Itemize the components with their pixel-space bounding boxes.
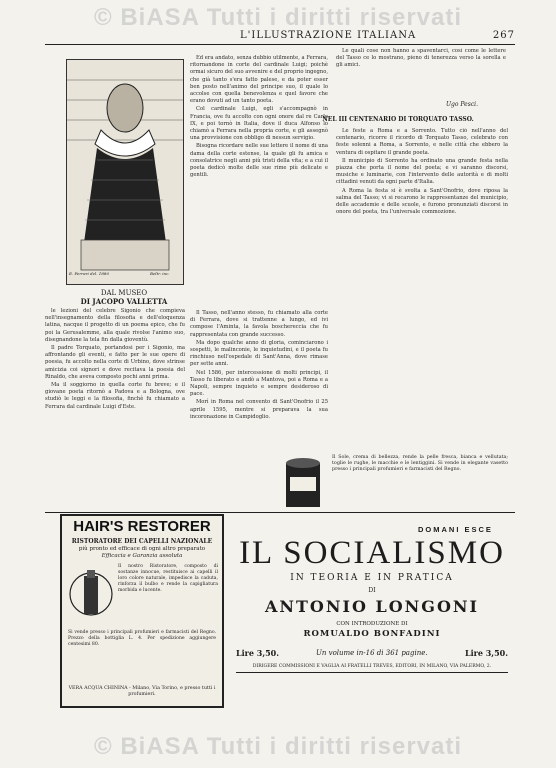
ad-book-con: CON INTRODUZIONE DI (336, 621, 408, 627)
ad-hair-line3: più pronto ed efficace di ogni altro preparato (78, 546, 206, 552)
ad-book-intro-author: ROMUALDO BONFADINI (303, 629, 441, 639)
bottom-rule (236, 672, 508, 673)
portrait-engraver: Beltr. inc. (150, 271, 170, 276)
paragraph: Morì in Roma nel convento di Sant'Onofrio il 25 aprile 1595, mentre si preparava la sua incoronazione in Campidoglio. (190, 399, 328, 420)
ad-sole-text: Il Sole, crema di bellezza, rende la pelle fresca, bianca e vellutata; toglie le rughe, le macchie e le lentiggini. Si vende in elegante vasetto presso i principali profumieri e farmacisti del Regno. (332, 455, 508, 473)
ad-book-subtitle: IN TEORIA E IN PRATICA (290, 573, 454, 583)
paragraph: le lezioni del celebre Sigonio che compieva nell'insegnamento della filosofia e dell'eloquenza latina, nacque il progetto di un poema epico, che fu poi la Gerusalemme, alla quale rivolse l'animo suo, disegnandone la tela fin dalla gioventù. (45, 308, 185, 343)
article-column-left (45, 308, 185, 498)
ad-book-publisher: DIRIGERE COMMISSIONI E VAGLIA AI FRATELLI TREVES, EDITORI, IN MILANO, VIA PALERMO, 2. (252, 664, 492, 669)
ad-book-author: ANTONIO LONGONI (264, 597, 480, 616)
ad-book-price-left: Lire 3,50. (236, 648, 280, 658)
ad-hair-text2: Si vende presso i principali profumieri e farmacisti del Regno. Prezzo della bottiglia L. 4. Per spedizione aggiungere centesimi 80. (68, 630, 216, 647)
watermark-bottom: © BiASA Tutti i diritti riservati (93, 733, 463, 760)
paragraph: Il Tasso, nell'anno stesso, fu chiamato alla corte di Ferrara, dove si trattenne a lungo, ed ivi compose l'Aminta, la favola boschereccia che fu rappresentata con grande successo. (190, 310, 328, 338)
cream-jar-icon (280, 455, 326, 511)
article-column-right-top (336, 48, 506, 98)
paragraph: Il municipio di Sorrento ha ordinato una grande festa nella piazza che porta il nome del poeta; e vi saranno discorsi, musiche e luminarie, con l'intervento delle autorità e di molti cittadini venuti da ogni parte d'Italia. (336, 157, 508, 186)
paragraph: Ed era andato, senza dubbio utilmente, a Ferrara, ritornandone in corte del cardinale Luigi; poichè ormai sicuro del suo avvenire e del proprio ingegno, che già tanto s'era fatto palese, e da poter esser ben posto nell'animo del principe suo, il quale lo accolse con quella benevolenza e quel favore che erano dovuti ad un tanto poeta. (190, 55, 328, 105)
paragraph: Ma il soggiorno in quella corte fu breve; e il giovane poeta ritornò a Padova e a Bologna, ove studiò le leggi e la filosofia, finchè fu chiamato a Ferrara dal cardinale Luigi d'Este. (45, 382, 185, 410)
portrait-caption-line1: DAL MUSEO (100, 289, 148, 297)
page-header (45, 30, 515, 44)
paragraph: Il padre Torquato, portandosi per i Sigonio, ma affrontando gli eventi, e fatto per le sue opere di poesia, fu accolto nella corte di Urbino, dove strinse amicizia coi signori e dove recitava la poesia del Rinaldo, che aveva composto pochi anni prima. (45, 345, 185, 380)
ad-sole (280, 455, 508, 515)
header-rule (45, 44, 515, 45)
bottle-icon (68, 562, 114, 626)
page-number: 267 (492, 30, 515, 41)
paragraph: Col cardinale Luigi, egli s'accompagnò in Francia, ove fu accolto con ogni onore dal re Carlo IX, e poi tornò in Italia, dove il duca Alfonso lo chiamò a Ferrara nella propria corte, e gli assegnò una provvisione con obbligo di nessun servigio. (190, 106, 328, 142)
ad-hair-text1: Il nostro Ristoratore, composto di sostanze innocue, restituisce ai capelli il loro colore naturale, impedisce la caduta, rinforza il bulbo e rende la capigliatura morbida e lucente. (118, 564, 218, 593)
paragraph: Nel 1586, per intercessione di molti principi, il Tasso fu liberato e andò a Mantova, poi a Roma e a Napoli, sempre inquieto e sempre desideroso di pace. (190, 369, 328, 398)
portrait-caption-line2: DI JACOPO VALLETTA (80, 297, 168, 306)
ad-hairs-restorer (60, 514, 224, 708)
ad-book-title: IL SOCIALISMO (239, 535, 505, 571)
paragraph: Le feste a Roma e a Sorrento. Tutto ciò nell'anno del centenario, ricorre il ricordo di Torquato Tasso, celebrato con feste solenni a Roma, a Sorrento, e nelle città che ebbero la ventura di ospitare il grande poeta. (336, 128, 508, 156)
article-column-middle (190, 55, 328, 305)
article-signature: Ugo Pesci. (446, 101, 479, 108)
watermark-top: © BiASA Tutti i diritti riservati (93, 4, 463, 31)
article-column-right (336, 128, 508, 448)
ad-book-domani: DOMANI ESCE (418, 525, 493, 534)
ad-hair-subtitle: RISTORATORE DEI CAPELLI NAZIONALE (71, 538, 213, 545)
portrait-engraving (66, 59, 184, 285)
paragraph: A Roma la festa si è svolta a Sant'Onofrio, dove riposa la salma del Tasso; vi si recarono le rappresentanze del municipio, delle accademie e delle scuole, e furono pronunziati discorsi in onore del poeta, tra l'universale commozione. (336, 187, 508, 216)
ad-hair-title: HAIR'S RESTORER (73, 518, 211, 535)
ad-hair-footer: VERA ACQUA CHININA - Milano, Via Torino, e presso tutti i profumieri. (68, 686, 216, 697)
paragraph: Le quali cose non hanno a spaventarci, così come le lettere del Tasso ce lo mostrano, pieno di tenerezza verso la sorella e gli amici. (336, 48, 506, 69)
portrait-illustration (67, 60, 183, 284)
ad-book-price-mid: Un volume in-16 di 361 pagine. (316, 649, 428, 657)
magazine-title: L'ILLUSTRAZIONE ITALIANA (240, 30, 417, 41)
portrait-artist: E. Ferrari del. 1880 (69, 271, 109, 276)
ad-hair-line4: Efficacia e Garanzia assoluta (101, 553, 183, 559)
paragraph: Bisogna ricordare nelle sue lettere il nome di una dama della corte estense, la quale gli fu amica e consolatrice negli anni più tristi della vita; e a cui il poeta dedicò molte delle sue rime più delicate e gentili. (190, 143, 328, 179)
ad-book-price-right: Lire 3,50. (464, 648, 508, 658)
paragraph: Ma dopo qualche anno di gloria, cominciarono i sospetti, le malinconie, le inquietudini, e il poeta fu rinchiuso nell'ospedale di Sant'Anna, dove rimase per sette anni. (190, 339, 328, 368)
ad-book-di: DI (368, 587, 376, 594)
section-title: NEL III CENTENARIO DI TORQUATO TASSO. (322, 116, 474, 123)
ads-rule (45, 512, 515, 513)
